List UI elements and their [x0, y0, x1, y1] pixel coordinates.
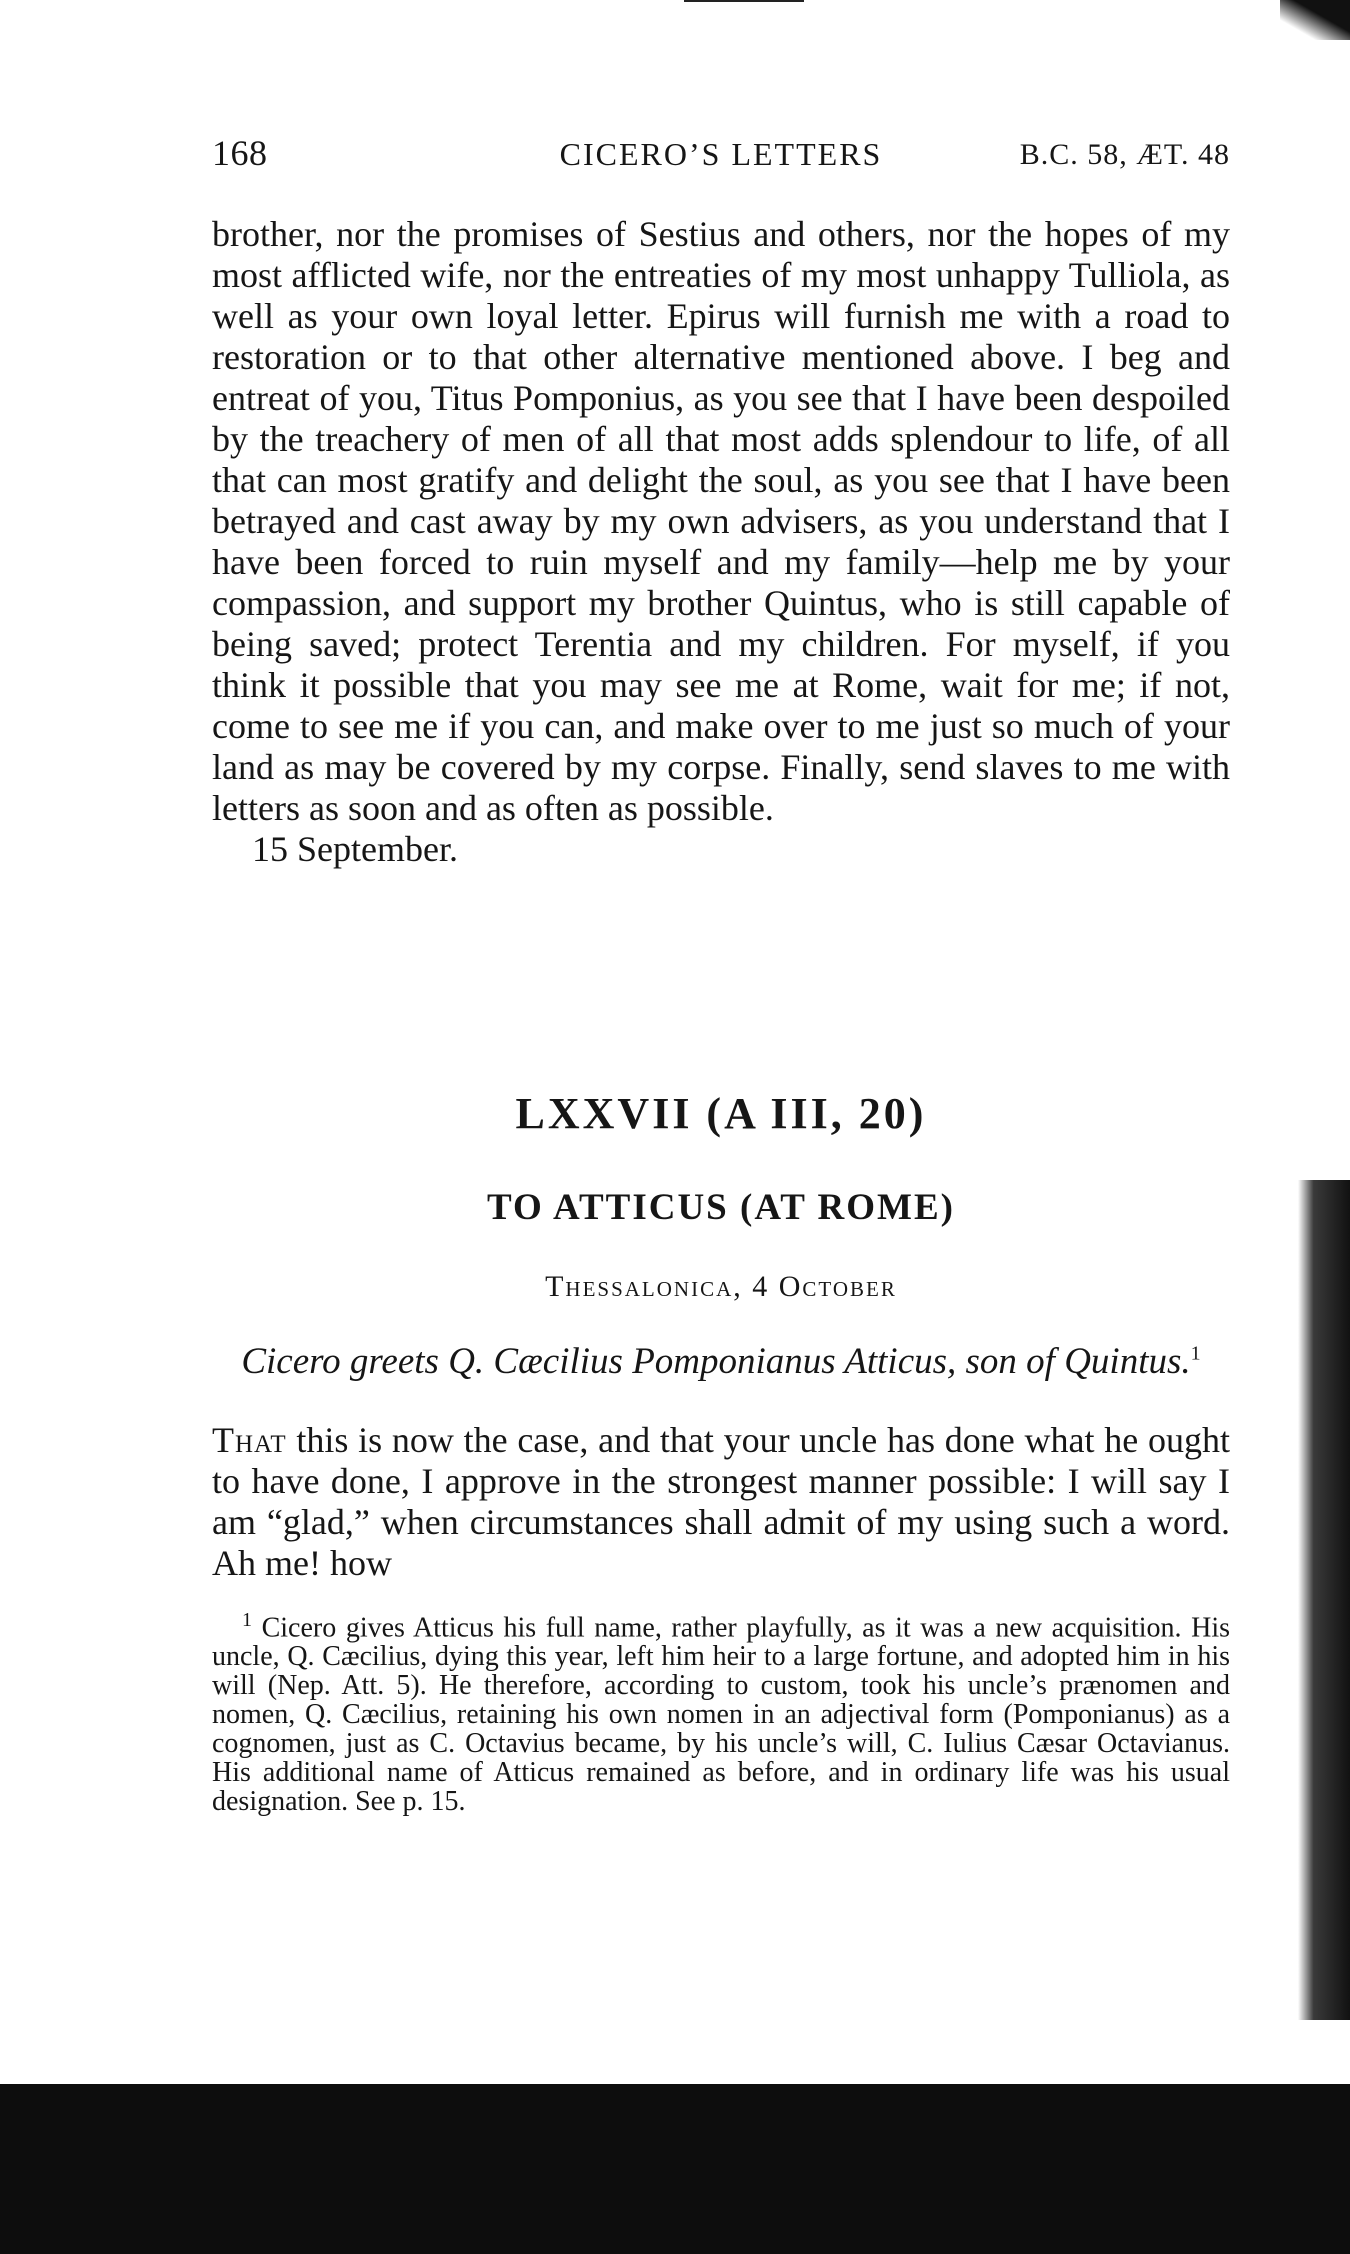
scan-top-rule [684, 0, 804, 2]
scan-corner-shadow [1280, 0, 1350, 40]
greeting-text: Cicero greets Q. Cæcilius Pomponianus Atticus, son of Quintus. [241, 1341, 1191, 1382]
page-number: 168 [212, 133, 268, 173]
letter-signoff-date: 15 September. [252, 829, 458, 869]
footnote [212, 1606, 1230, 1816]
running-title: CICERO’S LETTERS [559, 136, 883, 172]
letter-greeting [212, 1340, 1230, 1383]
footnote-reference: 1 [1190, 1342, 1201, 1365]
body-text-bottom [212, 1420, 1230, 1584]
letter-opening-paragraph [212, 1420, 1230, 1584]
footnote-mark: 1 [242, 1609, 252, 1631]
scan-edge-bottom-shadow [0, 2084, 1350, 2254]
body-text-top [212, 214, 1230, 870]
running-head [212, 132, 1230, 182]
letter-recipient-heading: TO ATTICUS (AT ROME) [487, 1187, 955, 1228]
opening-text: this is now the case, and that your uncle has done what he ought to have done, I approve in the strongest manner possible: I will say I am “glad,” when circumstances shall admit of my using such a word. Ah me! how [212, 1420, 1230, 1583]
paragraph-continuation: brother, nor the promises of Sestius and others, nor the hopes of my most afflicted wife, nor the entreaties of my most unhappy Tulliola, as well as your own loyal letter. Epirus will furnish me with a road to restoration or to that other alternative mentioned above. I beg and entreat of you, Titus Pomponius, as you see that I have been despoiled by the treachery of men of all that most adds splendour to life, of all that can most gratify and delight the soul, as you see that I have been betrayed and cast away by my own advisers, as you understand that I have been forced to ruin myself and my family—help me by your compassion, and support my brother Quintus, who is still capable of being saved; protect Terentia and my children. For myself, if you think it possible that you may see me at Rome, wait for me; if not, come to see me if you can, and make over to me just so much of your land as may be covered by my corpse. Finally, send slaves to me with letters as soon and as often as possible. [212, 214, 1230, 828]
letter-place-date: Thessalonica, 4 October [545, 1270, 897, 1303]
footnote-text: Cicero gives Atticus his full name, rather playfully, as it was a new acquisition. His uncle, Q. Cæcilius, dying this year, left him heir to a large fortune, and adopted him in his will (Nep. Att. 5). He therefore, according to custom, took his uncle’s prænomen and nomen, Q. Cæcilius, retaining his own nomen in an adjectival form (Pomponianus) as a cognomen, just as C. Octavius became, by his uncle’s will, C. Iulius Cæsar Octavianus. His additional name of Atticus remained as before, and in ordinary life was his usual designation. See p. 15. [212, 1612, 1230, 1818]
letter-number-heading: LXXVII (A III, 20) [515, 1089, 927, 1138]
opening-word: That [212, 1420, 287, 1460]
scan-edge-right-shadow [1298, 1180, 1350, 2020]
running-date: B.C. 58, ÆT. 48 [1019, 138, 1230, 171]
